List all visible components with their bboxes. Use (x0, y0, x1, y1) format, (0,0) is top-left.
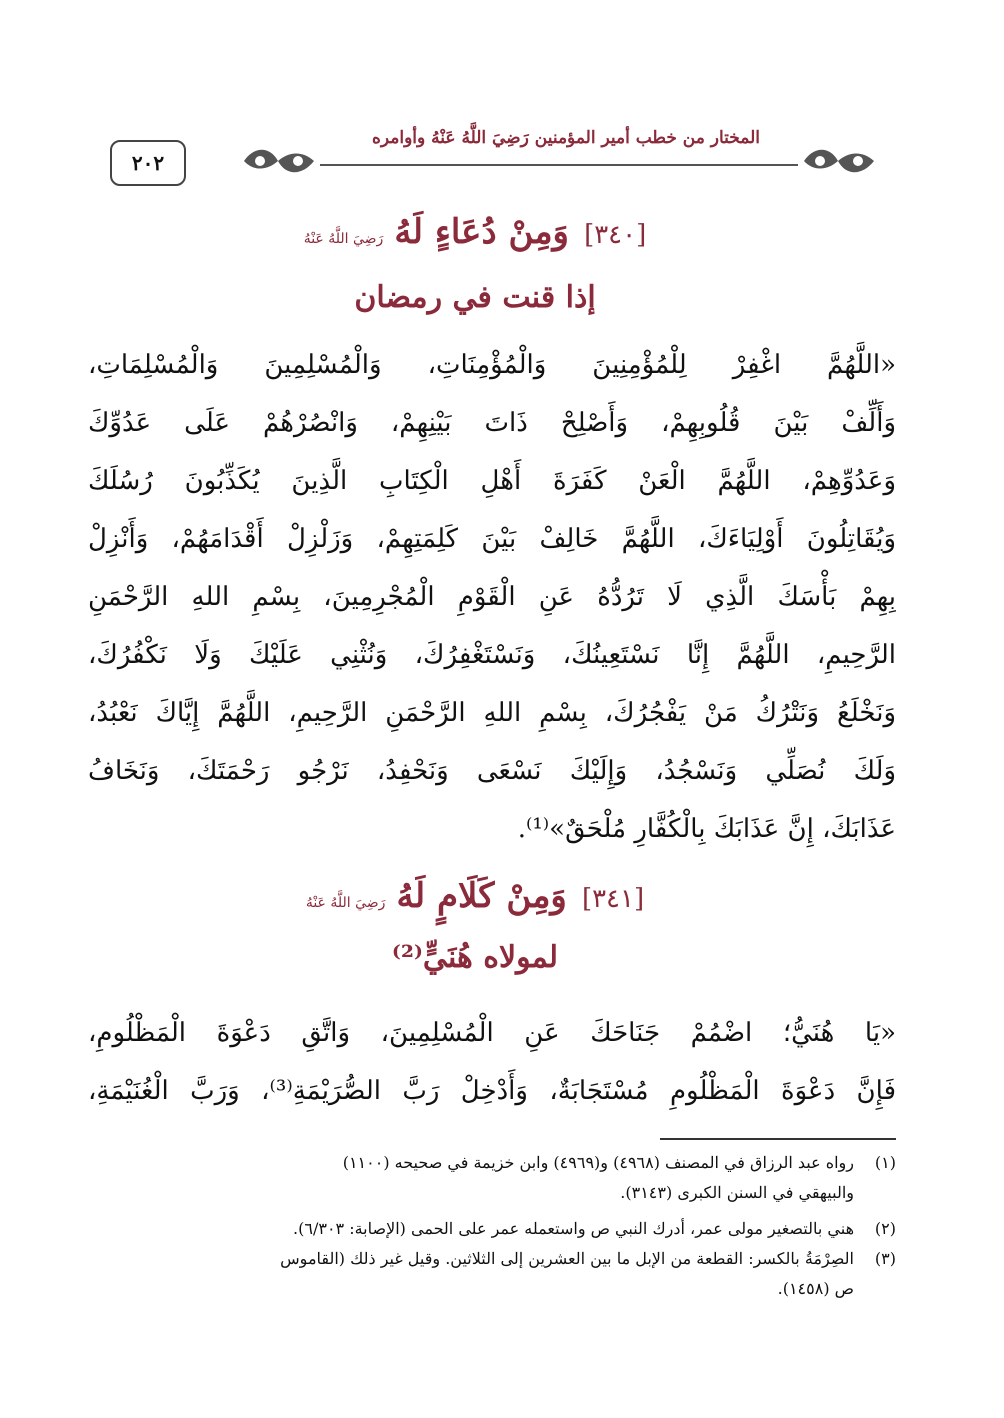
footnote-text: الصِرْمَةُ بالكسر: القطعة من الإبل ما بين العشرين إلى الثلاثين. وقيل غير ذلك (القاموس (280, 1249, 854, 1268)
footnote-continuation: ص (١٤٥٨). (777, 1279, 854, 1298)
honorific: رَضِيَ اللَّهُ عَنْهُ (303, 231, 384, 247)
footnote-text: هني بالتصغير مولى عمر، أدرك النبي ص واستعمله عمر على الحمى (الإصابة: ٦/٣٠٣). (293, 1219, 854, 1238)
footnote-item (96, 1148, 896, 1178)
page-number-box (110, 140, 186, 186)
page-number: ٢٠٢ (131, 151, 165, 175)
footnote-rule (660, 1138, 896, 1140)
text-line: بِهِمْ بَأْسَكَ الَّذِي لَا تَرُدُّهُ عَنِ الْقَوْمِ الْمُجْرِمِينَ، بِسْمِ اللهِ الرَّحْمَنِ (88, 582, 896, 612)
text-line: «يَا هُنَيُّ؛ اضْمُمْ جَنَاحَكَ عَنِ الْمُسْلِمِينَ، وَاتَّقِ دَعْوَةَ الْمَظْلُومِ، (88, 1018, 896, 1048)
page-header (110, 110, 900, 190)
section-number: [٣٤١] (581, 884, 645, 914)
section-title: وَمِنْ دُعَاءٍ لَهُ (394, 212, 569, 252)
text-line: عَذَابَكَ، إِنَّ عَذَابَكَ بِالْكُفَّارِ مُلْحَقٌ»⁽¹⁾. (517, 814, 896, 844)
section-341-subtitle: لمولاه هُنَيٍّ⁽²⁾ (391, 940, 559, 975)
footnote-item (96, 1214, 896, 1244)
footnote-label: (١) (874, 1153, 896, 1172)
footnote-continuation: والبيهقي في السنن الكبرى (٣١٤٣). (620, 1183, 854, 1202)
text-line: وَعَدُوِّهِمْ، اللَّهُمَّ الْعَنْ كَفَرَةَ أَهْلِ الْكِتَابِ الَّذِينَ يُكَذِّبُونَ رُسُلَكَ (88, 466, 896, 496)
footnote-text: رواه عبد الرزاق في المصنف (٤٩٦٨) و(٤٩٦٩) وابن خزيمة في صحيحه (١١٠٠) (342, 1153, 854, 1172)
honorific: رَضِيَ اللَّهُ عَنْهُ (305, 895, 386, 911)
header-title: المختار من خطب أمير المؤمنين رَضِيَ اللَّهُ عَنْهُ وأوامره (371, 128, 760, 148)
text-line: الرَّحِيمِ، اللَّهُمَّ إِنَّا نَسْتَعِينُكَ، وَنَسْتَغْفِرُكَ، وَنُثْنِي عَلَيْكَ وَلَا نَكْفُرُكَ، (88, 640, 896, 670)
section-341-heading (60, 876, 890, 916)
text-line: وَنَخْلَعُ وَنَتْرُكُ مَنْ يَفْجُرُكَ، بِسْمِ اللهِ الرَّحْمَنِ الرَّحِيمِ، اللَّهُمَّ إِيَّاكَ نَعْبُدُ، (88, 698, 896, 728)
section-341-text (88, 1004, 896, 1120)
footnote-item (96, 1244, 896, 1274)
section-number: [٣٤٠] (584, 220, 647, 250)
section-340-subtitle: إذا قنت في رمضان (354, 280, 596, 315)
section-title: وَمِنْ كَلَامٍ لَهُ (396, 876, 567, 916)
footnote-label: (٢) (874, 1219, 896, 1238)
left-ornament-icon (240, 140, 318, 182)
right-ornament-icon (800, 140, 878, 182)
section-340-text (88, 336, 896, 858)
footnotes (96, 1148, 896, 1304)
footnote-label: (٣) (874, 1249, 896, 1268)
section-340-heading (60, 212, 890, 252)
text-line: فَإِنَّ دَعْوَةَ الْمَظْلُومِ مُسْتَجَابَةٌ، وَأَدْخِلْ رَبَّ الصُّرَيْمَةِ⁽³⁾، وَرَبَّ الْغُنَيْمَةِ، (88, 1076, 896, 1106)
text-line: وَأَلِّفْ بَيْنَ قُلُوبِهِمْ، وَأَصْلِحْ ذَاتَ بَيْنِهِمْ، وَانْصُرْهُمْ عَلَى عَدُوِّكَ (88, 408, 896, 438)
text-line: وَيُقَاتِلُونَ أَوْلِيَاءَكَ، اللَّهُمَّ خَالِفْ بَيْنَ كَلِمَتِهِمْ، وَزَلْزِلْ أَقْدَامَهُمْ، وَأَنْزِلْ (88, 524, 896, 554)
header-rule (320, 164, 798, 166)
text-line: «اللَّهُمَّ اغْفِرْ لِلْمُؤْمِنِينَ وَالْمُؤْمِنَاتِ، وَالْمُسْلِمِينَ وَالْمُسْلِمَاتِ، (88, 350, 896, 380)
text-line: وَلَكَ نُصَلِّي وَنَسْجُدُ، وَإِلَيْكَ نَسْعَى وَنَحْفِدُ، نَرْجُو رَحْمَتَكَ، وَنَخَافُ (88, 756, 896, 786)
